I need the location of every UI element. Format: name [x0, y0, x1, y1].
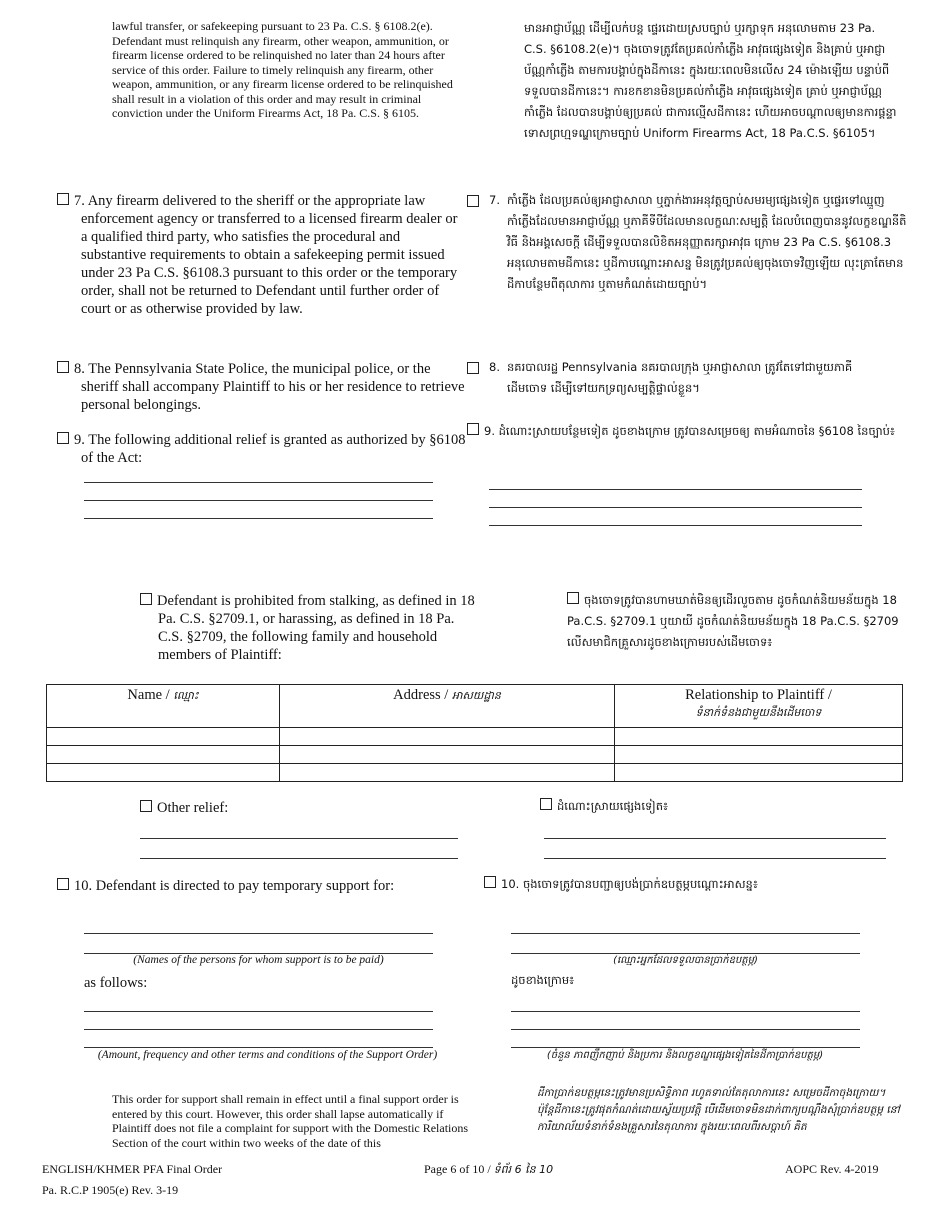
support-duration-en: This order for support shall remain in effect until a final support order is entered by this court. However, this order shall lapse automatically if Plaintiff does not file a complaint for support with the Domestic Relations Section of the court within two weeks of the date of this: [112, 1092, 469, 1150]
table-row: [47, 746, 903, 764]
table-row: [47, 728, 903, 746]
item-8-km-number: 8.: [489, 360, 500, 374]
item-7-checkbox[interactable]: [57, 193, 69, 205]
footer-revision: AOPC Rev. 4-2019: [785, 1162, 879, 1176]
col-name-km: ឈ្មោះ: [173, 689, 199, 702]
support-terms-en-line-3[interactable]: [84, 1047, 433, 1048]
item-9-km-checkbox[interactable]: [467, 423, 479, 435]
family-members-table: [46, 684, 903, 782]
as-follows-km: ដូចខាងក្រោម៖: [511, 973, 575, 987]
table-cell[interactable]: [47, 746, 280, 764]
item-9-km-line-2[interactable]: [489, 507, 862, 508]
stalking-en: [140, 592, 476, 664]
item-9-en: [57, 431, 467, 467]
support-terms-caption-en: (Amount, frequency and other terms and conditions of the Support Order): [97, 1049, 438, 1061]
col-address-km: អាសយដ្ឋាន: [451, 689, 501, 702]
support-terms-en-line-2[interactable]: [84, 1029, 433, 1030]
item-7-en: [57, 192, 467, 318]
col-name-en: Name /: [127, 687, 174, 703]
item-8-checkbox[interactable]: [57, 361, 69, 373]
support-names-caption-en: (Names of the persons for whom support is to be paid): [133, 954, 384, 966]
item-10-checkbox[interactable]: [57, 878, 69, 890]
support-names-caption-km: (ឈ្មោះអ្នកដែលទទួលបានប្រាក់ឧបត្ថម្ភ): [613, 955, 758, 966]
support-terms-km-line-1[interactable]: [511, 1011, 860, 1012]
col-address-en: Address /: [393, 687, 452, 703]
item-9-en-line-2[interactable]: [84, 500, 433, 501]
table-cell[interactable]: [615, 764, 903, 782]
col-relationship-en: Relationship to Plaintiff /: [685, 687, 832, 703]
item-9-km-text: 9. ដំណោះស្រាយបន្ថែមទៀត ដូចខាងក្រោម ត្រូវបានសម្រេចឲ្យ តាមអំណាចនៃ §6108 នៃច្បាប់៖: [484, 424, 895, 438]
support-names-km-line-1[interactable]: [511, 933, 860, 934]
support-duration-km: ដីកាប្រាក់ឧបត្ថម្ភនេះត្រូវមានប្រសិទ្ធិភាព រហូតទាល់តែតុលាការនេះ សម្រេចដីកាចុងក្រោយ។ ប៉ុន្តែដីកានេះត្រូវផុតកំណត់ដោយស្វ័យប្រវត្តិ បើដើមចោទមិនដាក់ពាក្យបណ្តឹងសុំប្រាក់ឧបត្ថម្ភ នៅការិយាល័យទំនាក់ទំនងគ្រួសារនៃតុលាការ ក្នុងរយៈពេលពីរសប្តាហ៍ គិត: [537, 1087, 900, 1133]
item-8-km: [467, 357, 887, 399]
table-cell[interactable]: [280, 764, 615, 782]
other-relief-km-line-2[interactable]: [544, 858, 886, 859]
support-terms-caption-km: (ចំនួន ភាពញឹកញាប់ និងប្រការ និងលក្ខខណ្ឌផ្សេងទៀតនៃដីកាប្រាក់ឧបត្ថម្ភ): [546, 1050, 824, 1061]
other-relief-km-text: ដំណោះស្រាយផ្សេងទៀត៖: [557, 799, 669, 813]
col-address-header: [280, 685, 615, 728]
other-relief-en: [140, 799, 228, 817]
item-9-en-line-1[interactable]: [84, 482, 433, 483]
other-relief-en-line-1[interactable]: [140, 838, 458, 839]
item-8-km-text: នគរបាលរដ្ឋ Pennsylvania នគរបាលក្រុង ឬអាជ្ញាសាលា ត្រូវតែទៅជាមួយភាគីដើមចោទ ដើម្បីទៅយកទ្រព្យសម្បត្តិផ្ទាល់ខ្លួន។: [507, 360, 853, 395]
as-follows-en: as follows:: [84, 975, 148, 991]
footer-page-en: Page 6 of 10 /: [424, 1162, 494, 1176]
stalking-km-text: ចុងចោទត្រូវបានហាមឃាត់មិនឲ្យដើរលួចតាម ដូចកំណត់និយមន័យក្នុង 18 Pa.C.S. §2709.1 ឬយាយី ដូចកំណត់និយមន័យក្នុង 18 Pa.C.S. §2709 លើសមាជិកគ្រួសារដូចខាងក្រោមរបស់ដើមចោទ៖: [567, 593, 899, 649]
stalking-km-checkbox[interactable]: [567, 592, 579, 604]
other-relief-km-line-1[interactable]: [544, 838, 886, 839]
table-cell[interactable]: [47, 764, 280, 782]
support-names-en-line-1[interactable]: [84, 933, 433, 934]
footer-page-km: ទំព័រ 6 នៃ 10: [493, 1163, 554, 1176]
footer-rule: Pa. R.C.P 1905(e) Rev. 3-19: [42, 1183, 179, 1197]
table-cell[interactable]: [47, 728, 280, 746]
table-cell[interactable]: [615, 728, 903, 746]
item-9-km-line-1[interactable]: [489, 489, 862, 490]
item-8-km-checkbox[interactable]: [467, 362, 479, 374]
other-relief-km-checkbox[interactable]: [540, 798, 552, 810]
table-cell[interactable]: [615, 746, 903, 764]
item-10-km-text: 10. ចុងចោទត្រូវបានបញ្ជាឲ្យបង់ប្រាក់ឧបត្ថម្ភបណ្តោះអាសន្ន៖: [501, 877, 758, 891]
item-9-text: 9. The following additional relief is granted as authorized by §6108 of the Act:: [74, 432, 466, 466]
item-10-en: [57, 877, 394, 895]
item-10-km-checkbox[interactable]: [484, 876, 496, 888]
col-relationship-header: [615, 685, 903, 728]
top-continuation-en: lawful transfer, or safekeeping pursuant to 23 Pa. C.S. § 6108.2(e). Defendant must relinquish any firearm, other weapon, ammunition, or firearm license ordered to be relinquished no later than 24 hours after service of this order. Failure to timely relinquish any firearm, other weapon, ammunition, or any firearm license ordered to be relinquished shall result in a violation of this order and may result in criminal conviction under the Uniform Firearms Act, 18 Pa. C.S. § 6105.: [112, 19, 453, 120]
other-relief-km: [540, 796, 668, 817]
other-relief-text: Other relief:: [157, 800, 229, 816]
col-relationship-km: ទំនាក់ទំនងជាមួយនឹងដើមចោទ: [695, 706, 822, 719]
item-7-text: 7. Any firearm delivered to the sheriff or the appropriate law enforcement agency or transferred to a licensed firearm dealer or a qualified third party, who satisfies the procedural and substantive requirements to obtain a safekeeping permit issued under 23 Pa C.S. §6108.3 pursuant to this order or the temporary order, shall not be returned to Defendant until further order of court or as otherwise provided by law.: [74, 193, 458, 317]
table-cell[interactable]: [280, 746, 615, 764]
item-8-text: 8. The Pennsylvania State Police, the municipal police, or the sheriff shall accompany Plaintiff to his or her residence to retrieve personal belongings.: [74, 361, 465, 413]
item-7-km-text: កាំភ្លើង ដែលប្រគល់ឲ្យអាជ្ញាសាលា ឬភ្នាក់ងារអនុវត្តច្បាប់សមរម្យផ្សេងទៀត ឬផ្ទេរទៅឈ្មួញកាំភ្លើងដែលមានអាជ្ញាប័ណ្ណ ឬភាគីទីបីដែលមានលក្ខណៈសម្បត្តិ ដែលបំពេញបាននូវលក្ខខណ្ឌនីតិវិធី និងអង្គសេចក្តី ដើម្បីទទួលបានលិខិតអនុញ្ញាតរក្សាអាវុធ ក្រោម 23 Pa C.S. §6108.3 អនុលោមតាមដីកានេះ ឬដីកាបណ្តោះអាសន្ន មិនត្រូវប្រគល់ឲ្យចុងចោទវិញឡើយ លុះត្រាតែមានដីកាបន្ថែមពីតុលាការ ឬតាមកំណត់ដោយច្បាប់។: [507, 193, 907, 291]
item-9-km: [467, 421, 907, 442]
item-10-km: [484, 874, 758, 895]
table-row: [47, 764, 903, 782]
item-8-en: [57, 360, 467, 414]
other-relief-en-line-2[interactable]: [140, 858, 458, 859]
table-header-row: [47, 685, 903, 728]
item-7-km-number: 7.: [489, 193, 500, 207]
item-10-text: 10. Defendant is directed to pay temporary support for:: [74, 878, 395, 894]
stalking-km: [567, 590, 903, 653]
item-9-en-line-3[interactable]: [84, 518, 433, 519]
stalking-checkbox[interactable]: [140, 593, 152, 605]
item-7-km-checkbox[interactable]: [467, 195, 479, 207]
top-continuation-km: មានអាជ្ញាប័ណ្ណ ដើម្បីលក់បន្ត ផ្ទេរដោយស្របច្បាប់ ឬរក្សាទុក អនុលោមតាម 23 Pa. C.S. §6108.2(e)។ ចុងចោទត្រូវតែប្រគល់កាំភ្លើង អាវុធផ្សេងទៀត និងគ្រាប់ ឬអាជ្ញាប័ណ្ណកាំភ្លើង តាមការបង្គាប់ក្នុងដីកានេះ ក្នុងរយៈពេលមិនលើស 24 ម៉ោងឡើយ បន្ទាប់ពីទទួលបានដីកានេះ។ ការខកខានមិនប្រគល់កាំភ្លើង អាវុធផ្សេងទៀត គ្រាប់ ឬអាជ្ញាប័ណ្ណកាំភ្លើង ដែលបានបង្គាប់ឲ្យប្រគល់ ជាការល្មើសដីកានេះ ហើយអាចបណ្តាលឲ្យមានការផ្តន្ទាទោសព្រហ្មទណ្ឌក្រោមច្បាប់ Uniform Firearms Act, 18 Pa.C.S. §6105។: [524, 21, 897, 140]
item-9-checkbox[interactable]: [57, 432, 69, 444]
support-terms-km-line-2[interactable]: [511, 1029, 860, 1030]
footer-form-title: ENGLISH/KHMER PFA Final Order: [42, 1162, 223, 1176]
other-relief-checkbox[interactable]: [140, 800, 152, 812]
table-cell[interactable]: [280, 728, 615, 746]
item-7-km: [467, 190, 907, 295]
footer-page-number: [424, 1159, 553, 1180]
col-name-header: [47, 685, 280, 728]
item-9-km-line-3[interactable]: [489, 525, 862, 526]
stalking-text: Defendant is prohibited from stalking, as defined in 18 Pa. C.S. §2709.1, or harassing, as defined in 18 Pa. C.S. §2709, the following family and household members of Plaintiff:: [157, 593, 475, 663]
support-terms-en-line-1[interactable]: [84, 1011, 433, 1012]
